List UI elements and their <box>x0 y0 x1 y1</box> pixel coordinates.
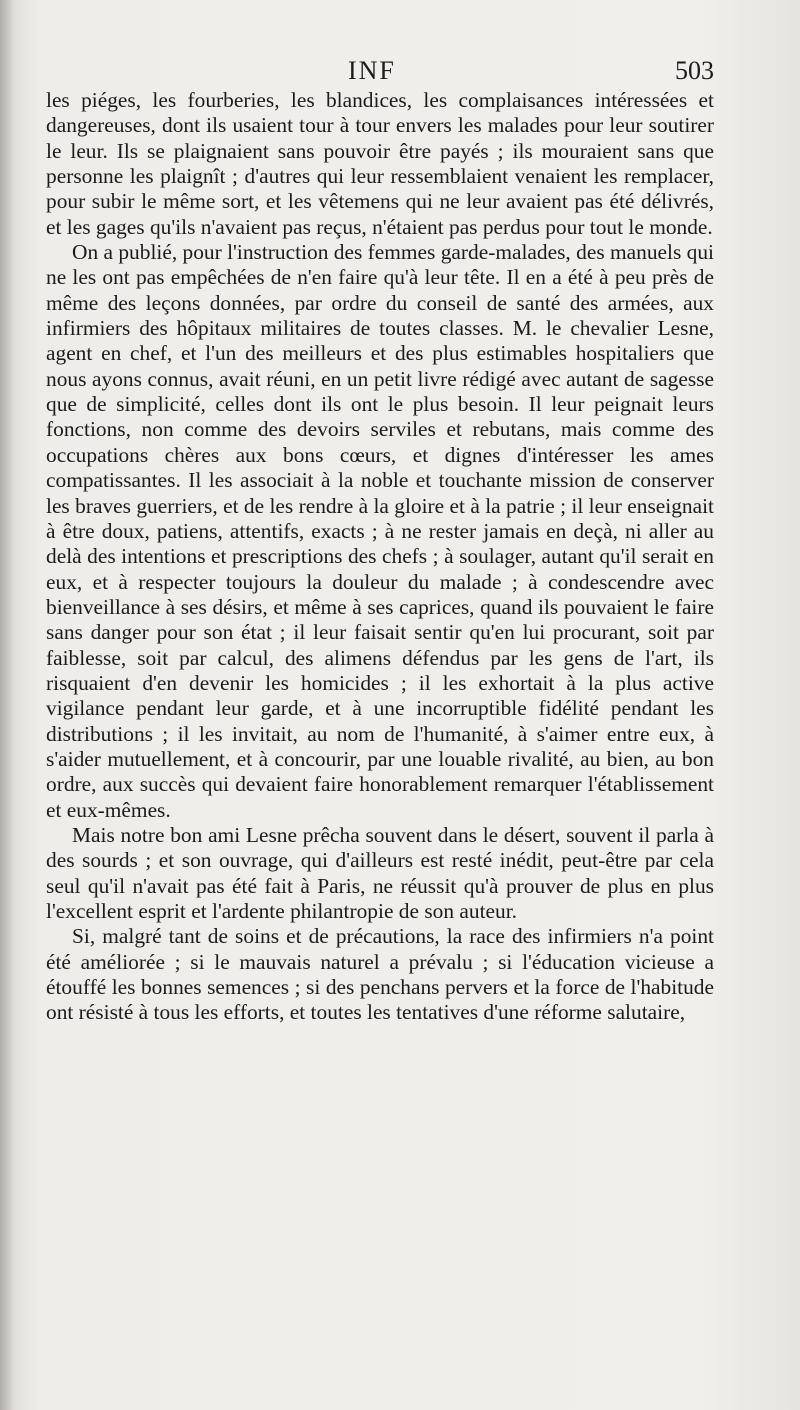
page-number: 503 <box>675 56 714 85</box>
paragraph-lesne-desert: Mais notre bon ami Lesne prêcha souvent dans le désert, souvent il parla à des sourds ; et son ouvrage, qui d'ailleurs est resté inédit, peut-être par cela seul qu'il n'avait pas été fait à Paris, ne réussit qu'à prouver de plus en plus l'excellent esprit et l'ardente philantropie de son auteur. <box>46 822 714 923</box>
body-text <box>46 88 714 1026</box>
paragraph-continued: les piéges, les fourberies, les blandices, les complaisances intéressées et dangereuses, dont ils usaient tour à tour envers les malades pour leur soutirer le leur. Ils se plaignaient sans pouvoir être payés ; ils mouraient sans que personne les plaignît ; d'autres qui leur ressemblaient venaient les remplacer, pour subir le même sort, et les vêtemens qui ne leur avaient pas été délivrés, et les gages qu'ils n'avaient pas reçus, n'étaient pas perdus pour tout le monde. <box>46 88 714 239</box>
page-header <box>46 52 714 86</box>
page-gutter-shadow <box>0 0 14 1410</box>
running-head: INF <box>348 56 396 85</box>
paragraph-infirmiers: Si, malgré tant de soins et de précautions, la race des infirmiers n'a point été améliorée ; si le mauvais naturel a prévalu ; si l'éducation vicieuse a étouffé les bonnes semences ; si des penchans pervers et la force de l'habitude ont résisté à tous les efforts, et toutes les tentatives d'une réforme salutaire, <box>46 924 714 1025</box>
paragraph-lesne-manual: On a publié, pour l'instruction des femmes garde-malades, des manuels qui ne les ont pas empêchées de n'en faire qu'à leur tête. Il en a été à peu près de même des leçons données, par ordre du conseil de santé des armées, aux infirmiers des hôpitaux militaires de toutes classes. M. le chevalier Lesne, agent en chef, et l'un des meilleurs et des plus estimables hospitaliers que nous ayons connus, avait réuni, en un petit livre rédigé avec autant de sagesse que de simplicité, celles dont ils ont le plus besoin. Il leur peignait leurs fonctions, non comme des devoirs serviles et rebutans, mais comme des occupations chères aux bons cœurs, et dignes d'intéresser les ames compatissantes. Il les associait à la noble et touchante mission de conserver les braves guerriers, et de les rendre à la gloire et à la patrie ; il leur enseignait à être doux, patiens, attentifs, exacts ; à ne rester jamais en deçà, ni aller au delà des intentions et prescriptions des chefs ; à soulager, autant qu'il serait en eux, et à respecter toujours la douleur du malade ; à condescendre avec bienveillance à ses désirs, et même à ses caprices, quand ils pouvaient le faire sans danger pour son état ; il leur faisait sentir qu'en lui procurant, soit par faiblesse, soit par calcul, des alimens défendus par les gens de l'art, ils risquaient d'en devenir les homicides ; il les exhortait à la plus active vigilance pendant leur garde, et à une incorruptible fidélité pendant les distributions ; il les invitait, au nom de l'humanité, à s'aimer entre eux, à s'aider mutuellement, et à concourir, par une louable rivalité, au bien, au bon ordre, aux succès qui devaient faire honorablement remarquer l'établissement et eux-mêmes. <box>46 240 714 822</box>
